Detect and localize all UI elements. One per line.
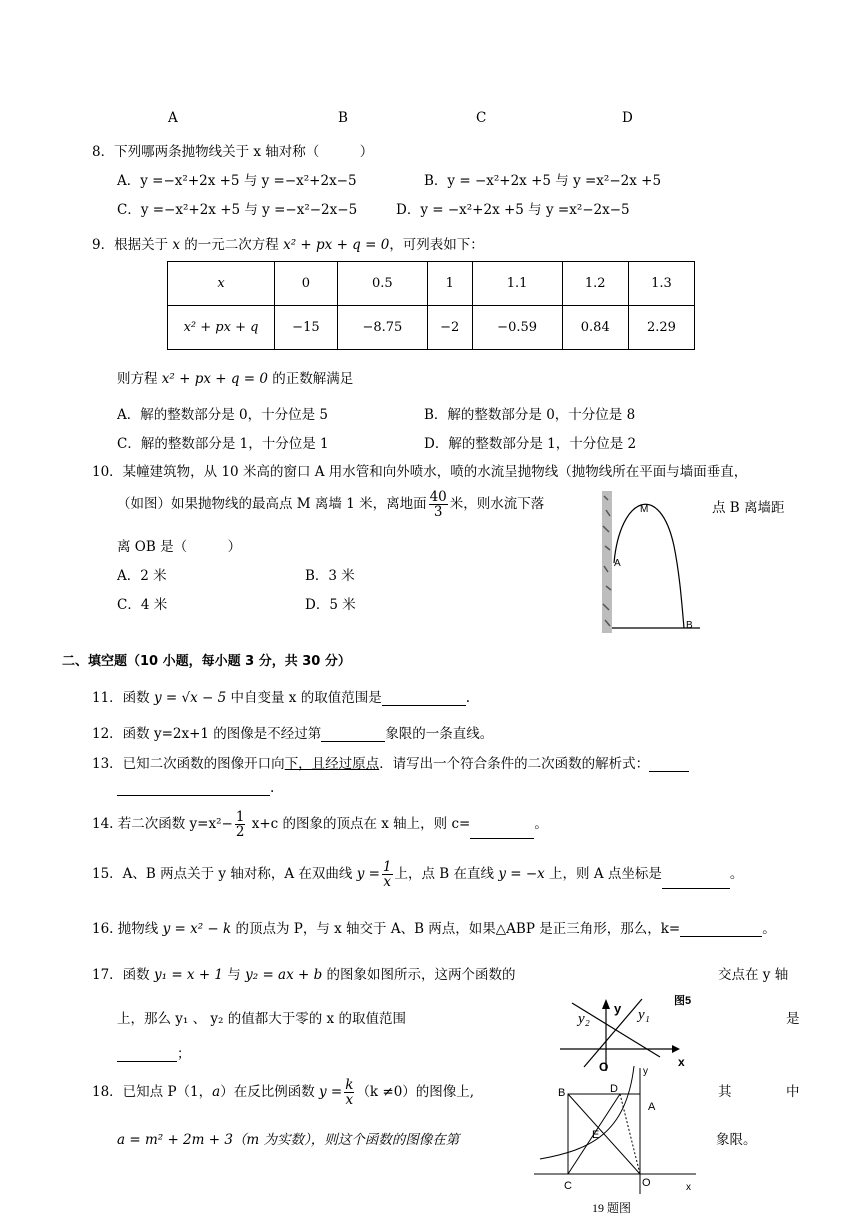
option-label-b: B [338, 110, 348, 126]
x-axis-arrow [672, 1045, 680, 1053]
x-axis-label: x [678, 1055, 685, 1069]
point-c-label: C [564, 1180, 572, 1192]
answer-blank[interactable] [470, 824, 534, 839]
q8-option-d: D．y = −x²+2x +5 与 y =x²−2x−5 [396, 202, 630, 218]
table-row [168, 306, 695, 350]
answer-blank[interactable] [117, 1047, 177, 1062]
answer-blank[interactable] [382, 691, 466, 706]
q9-follow: 则方程 x² + px + q = 0 的正数解满足 [117, 371, 354, 387]
q9-option-a: A．解的整数部分是 0，十分位是 5 [117, 407, 329, 423]
q10-line2: （如图）如果抛物线的最高点 M 离墙 1 米，离地面 $\frac{40}{3}$ 米，则水流下落 [117, 489, 545, 520]
x-axis-label: x [686, 1182, 691, 1193]
q17-line3: ； [117, 1042, 191, 1062]
q16-formula: y = x² − k [162, 921, 232, 937]
line-y1 [584, 999, 642, 1067]
q10-line1: 10．某幢建筑物，从 10 米高的窗口 A 用水管和向外喷水，喷的水流呈抛物线（抛物线所在平面与墙面垂直， [92, 464, 748, 480]
y-axis-label: y [643, 1066, 648, 1077]
figure-caption: 19 题图 [592, 1201, 632, 1214]
q8-option-a: A．y =−x²+2x +5 与 y =−x²+2x−5 [117, 173, 357, 189]
table-cell: 0 [275, 262, 338, 306]
q17-line1: 17．函数 y₁ = x + 1 与 y₂ = ax + b 的图象如图所示，这两个函数的 [92, 967, 516, 983]
q17-linear-functions-figure [556, 985, 692, 1073]
q12: 12．函数 y=2x+1 的图像是不经过第 象限的一条直线。 [92, 726, 494, 742]
origin-label: O [642, 1177, 651, 1189]
q11-formula: y = √x − 5 [153, 690, 227, 706]
q17-line2: 上，那么 y₁ 、 y₂ 的值都大于零的 x 的取值范围 [117, 1011, 406, 1027]
origin-label: O [599, 1060, 609, 1073]
option-label-d: D [622, 110, 633, 126]
q18-line1-right2: 中 [786, 1084, 800, 1100]
y-axis-arrow [602, 999, 610, 1009]
q18-line1: 18．已知点 P（1，a）在反比例函数 y = $\frac{k}{x}$ （k ≠0）的图像上, [92, 1077, 475, 1108]
q14: 14. 若二次函数 y=x²− $\frac{1}{2}$ x+c 的图象的顶点在 x 轴上，则 c= 。 [92, 809, 548, 840]
q9-stem: 9．根据关于 x 的一元二次方程 x² + px + q = 0，可列表如下： [92, 237, 484, 253]
q18-line1-right1: 其 [718, 1084, 732, 1100]
q8-option-b: B．y = −x²+2x +5 与 y =x²−2x +5 [424, 173, 662, 189]
answer-blank[interactable] [680, 922, 762, 937]
table-cell: 0.5 [337, 262, 427, 306]
q18-line2: a = m² + 2m + 3（m 为实数），则这个函数的图像在第 [117, 1132, 460, 1148]
table-cell: 2.29 [628, 306, 694, 350]
answer-blank[interactable] [649, 757, 689, 772]
diagonal-b-o [568, 1094, 640, 1174]
q13: 13．已知二次函数的图像开口向下，且经过原点．请写出一个符合条件的二次函数的解析式： [92, 752, 689, 772]
option-label-a: A [168, 110, 178, 126]
table-cell: −2 [427, 306, 472, 350]
y1-label: y₁ [638, 1007, 650, 1023]
point-e-label: E [592, 1129, 600, 1141]
q10-option-c: C．4 米 [117, 597, 168, 613]
q9-option-c: C．解的整数部分是 1，十分位是 1 [117, 436, 329, 452]
q17-line2-right: 是 [786, 1011, 800, 1027]
table-row [168, 262, 695, 306]
point-b-label: B [558, 1087, 566, 1099]
table-cell: 0.84 [562, 306, 628, 350]
table-cell: 1.2 [562, 262, 628, 306]
answer-blank[interactable] [117, 781, 270, 796]
table-cell: −8.75 [337, 306, 427, 350]
table-cell: −0.59 [472, 306, 562, 350]
q9-option-b: B．解的整数部分是 0，十分位是 8 [424, 407, 636, 423]
q8-stem: 8．下列哪两条抛物线关于 x 轴对称（ ） [92, 144, 374, 160]
dotted-d-o [620, 1094, 640, 1174]
q10-water-parabola-figure [600, 486, 704, 636]
table-cell: 1 [427, 262, 472, 306]
q9-option-d: D．解的整数部分是 1，十分位是 2 [424, 436, 637, 452]
q18-line2-right: 象限。 [716, 1132, 757, 1148]
q10-line3: 离 OB 是（ ） [117, 539, 242, 555]
point-m-label: M [640, 504, 649, 515]
q17-line1-right: 交点在 y 轴 [718, 967, 789, 983]
table-cell: −15 [275, 306, 338, 350]
y2-label: y₂ [578, 1011, 590, 1027]
point-d-label: D [610, 1083, 618, 1095]
table-cell: 1.1 [472, 262, 562, 306]
q13-continued: . [117, 780, 274, 796]
table-header-cell: x [168, 262, 275, 306]
q9-equation: x² + px + q = 0 [283, 237, 390, 253]
table-header-cell: x² + px + q [168, 306, 275, 350]
q10-option-b: B．3 米 [305, 568, 355, 584]
q10-option-d: D．5 米 [305, 597, 356, 613]
point-a-label: A [614, 558, 621, 569]
y-axis-label: y [614, 1001, 622, 1016]
table-cell: 1.3 [628, 262, 694, 306]
q8-option-c: C．y =−x²+2x +5 与 y =−x²−2x−5 [117, 202, 358, 218]
q10-line2-right: 点 B 离墙距 [712, 500, 785, 516]
figure-title: 图5 [674, 995, 692, 1007]
q11: 11．函数 y = √x − 5 中自变量 x 的取值范围是 . [92, 690, 471, 706]
water-parabola [614, 504, 684, 628]
answer-blank[interactable] [662, 874, 730, 889]
section-title-fill-in: 二、填空题（10 小题，每小题 3 分，共 30 分） [62, 654, 351, 669]
option-label-c: C [476, 110, 487, 126]
answer-blank[interactable] [321, 727, 385, 742]
q19-geometry-figure [530, 1064, 700, 1214]
point-b-label: B [686, 620, 693, 631]
q16: 16. 抛物线 y = x² − k 的顶点为 P，与 x 轴交于 A、B 两点，如果△ABP 是正三角形，那么，k= 。 [92, 921, 776, 937]
point-a-label: A [648, 1101, 656, 1113]
q9-value-table [167, 261, 695, 350]
q10-option-a: A．2 米 [117, 568, 167, 584]
q15: 15．A、B 两点关于 y 轴对称，A 在双曲线 y = $\frac{1}{x}$ 上，点 B 在直线 y = −x 上，则 A 点坐标是 。 [92, 859, 744, 890]
